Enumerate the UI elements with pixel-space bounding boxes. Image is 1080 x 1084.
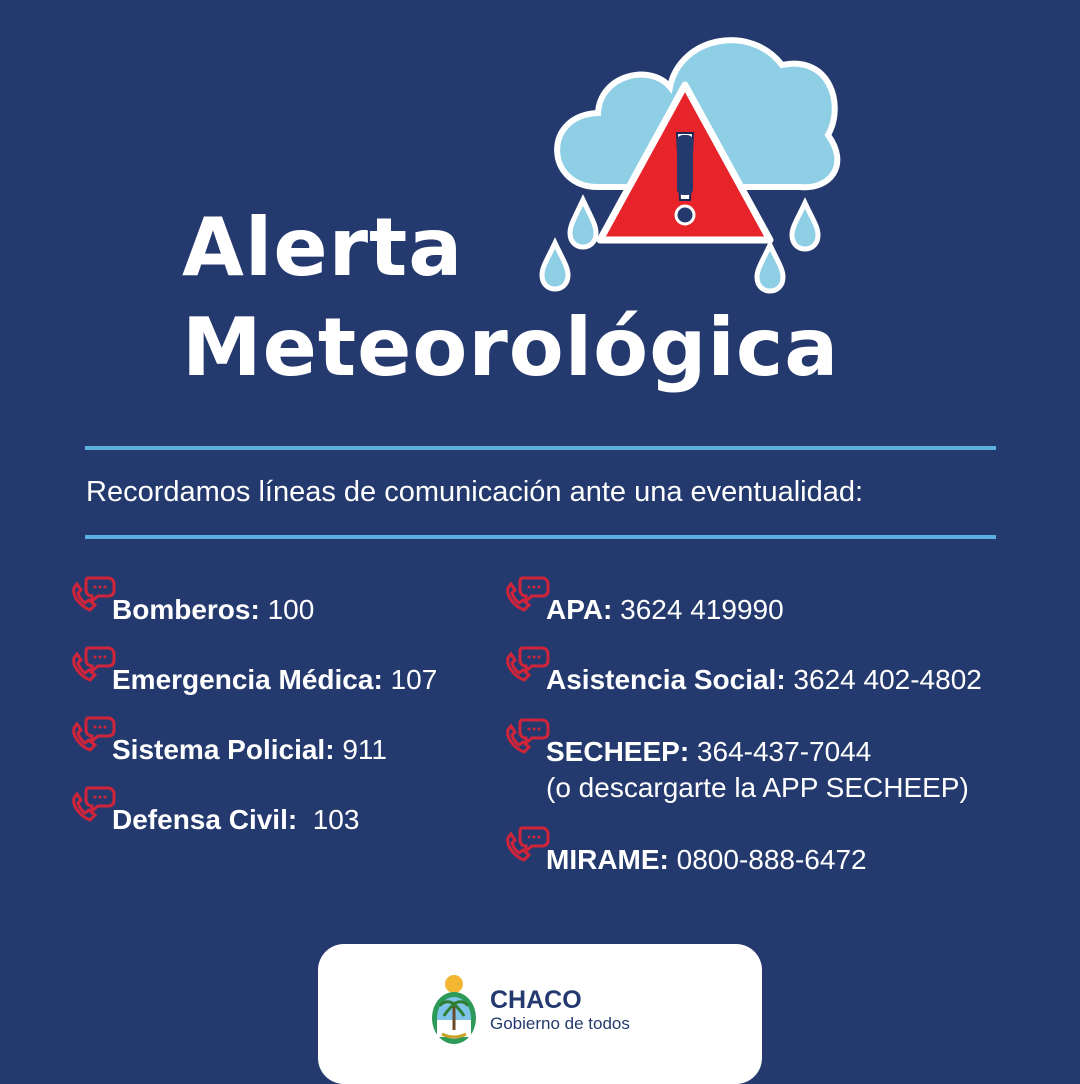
- phone-chat-icon: [68, 574, 116, 616]
- contact-label: Bomberos:: [112, 594, 260, 625]
- contact-number: 3624 402-4802: [785, 664, 982, 695]
- title-line-1: Alerta: [182, 201, 464, 294]
- contact-label: Defensa Civil:: [112, 804, 298, 835]
- contact-label: SECHEEP:: [546, 736, 690, 767]
- contact-number: 3624 419990: [612, 594, 784, 625]
- contact-number: 107: [382, 664, 438, 695]
- contact-number: 103: [297, 804, 360, 835]
- phone-chat-icon: [502, 644, 550, 686]
- divider-bottom: [85, 535, 996, 539]
- footer-tagline: Gobierno de todos: [490, 1014, 630, 1033]
- contact-number: 0800-888-6472: [668, 844, 867, 875]
- subtitle: Recordamos líneas de comunicación ante una eventualidad:: [86, 476, 864, 508]
- contact-label: Sistema Policial:: [112, 734, 335, 765]
- contact-label: APA:: [546, 594, 613, 625]
- divider-top: [85, 446, 996, 450]
- page-title: [182, 198, 839, 398]
- contact-note: (o descargarte la APP SECHEEP): [546, 772, 969, 803]
- phone-chat-icon: [68, 784, 116, 826]
- title-line-2: Meteorológica: [182, 301, 840, 394]
- phone-chat-icon: [502, 824, 550, 866]
- contact-number: 911: [334, 734, 387, 765]
- chaco-seal-icon: [428, 972, 480, 1052]
- phone-chat-icon: [68, 714, 116, 756]
- footer-logo-card: [318, 944, 762, 1084]
- contact-number: 364-437-7044: [689, 736, 872, 767]
- contact-label: MIRAME:: [546, 844, 669, 875]
- phone-chat-icon: [502, 574, 550, 616]
- phone-chat-icon: [502, 716, 550, 758]
- contact-label: Emergencia Médica:: [112, 664, 383, 695]
- contact-number: 100: [259, 594, 315, 625]
- footer-brand: CHACO: [490, 986, 582, 1014]
- phone-chat-icon: [68, 644, 116, 686]
- contact-label: Asistencia Social:: [546, 664, 786, 695]
